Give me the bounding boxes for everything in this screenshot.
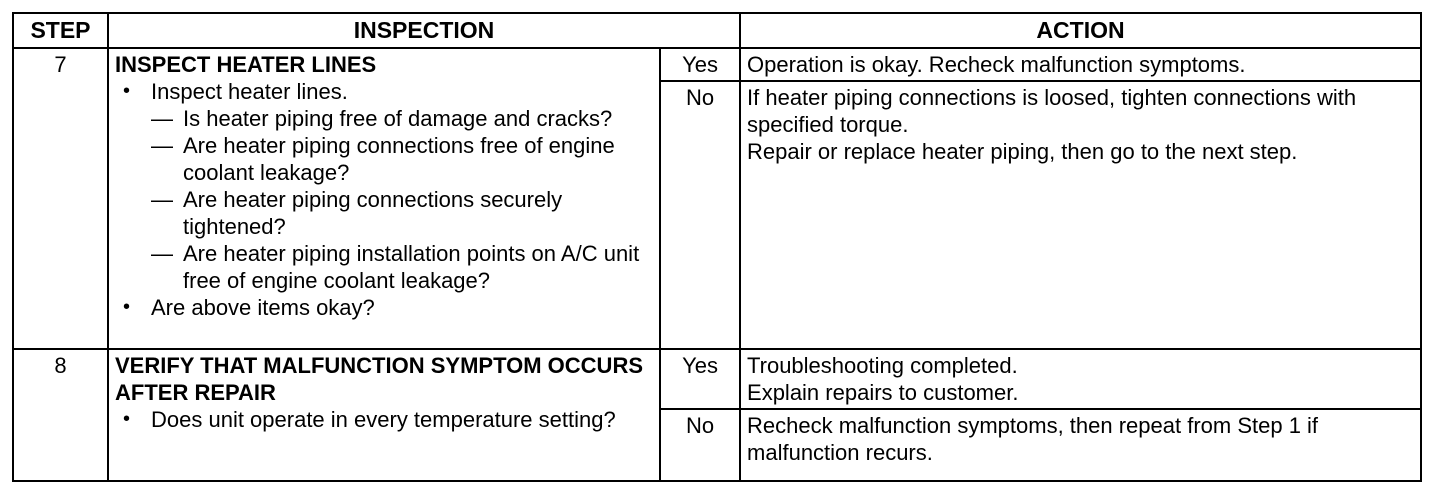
sub-item: — Is heater piping free of damage and cracks? xyxy=(183,105,653,132)
step-header: STEP xyxy=(13,13,108,48)
step-number: 7 xyxy=(13,48,108,349)
inspection-item-text: Inspect heater lines. xyxy=(151,79,348,104)
no-action xyxy=(740,81,1421,349)
inspection-item: • Are above items okay? xyxy=(151,294,653,321)
action-line: Troubleshooting completed. xyxy=(747,353,1018,378)
step-number: 8 xyxy=(13,349,108,481)
action-line: Repair or replace heater piping, then go to the next step. xyxy=(747,139,1298,164)
action-line: Operation is okay. Recheck malfunction symptoms. xyxy=(747,52,1246,77)
no-label: No xyxy=(660,81,740,349)
inspection-list xyxy=(115,406,653,433)
yes-label: Yes xyxy=(660,48,740,81)
header-row xyxy=(13,13,1421,48)
inspection-header: INSPECTION xyxy=(108,13,740,48)
inspection-item: • Does unit operate in every temperature setting? xyxy=(151,406,653,433)
inspection-item xyxy=(151,78,653,294)
step-inspection xyxy=(108,349,660,481)
no-action xyxy=(740,409,1421,481)
step-inspection xyxy=(108,48,660,349)
troubleshooting-table xyxy=(12,12,1422,482)
step-8-yes-row xyxy=(13,349,1421,409)
action-line: Recheck malfunction symptoms, then repeat from Step 1 if malfunction recurs. xyxy=(747,413,1319,465)
action-line: Explain repairs to customer. xyxy=(747,380,1019,405)
step-7-yes-row xyxy=(13,48,1421,81)
inspection-list xyxy=(115,78,653,321)
no-label: No xyxy=(660,409,740,481)
yes-action xyxy=(740,48,1421,81)
step-title: VERIFY THAT MALFUNCTION SYMPTOM OCCURS AFTER REPAIR xyxy=(115,353,643,405)
sub-item: — Are heater piping connections securely tightened? xyxy=(183,186,653,240)
yes-label: Yes xyxy=(660,349,740,409)
action-line: If heater piping connections is loosed, tighten connections with specified torque. xyxy=(747,85,1357,137)
sub-item: — Are heater piping installation points on A/C unit free of engine coolant leakage? xyxy=(183,240,653,294)
yes-action xyxy=(740,349,1421,409)
action-header: ACTION xyxy=(740,13,1421,48)
sub-item: — Are heater piping connections free of engine coolant leakage? xyxy=(183,132,653,186)
sub-list xyxy=(151,105,653,294)
step-title: INSPECT HEATER LINES xyxy=(115,52,377,77)
